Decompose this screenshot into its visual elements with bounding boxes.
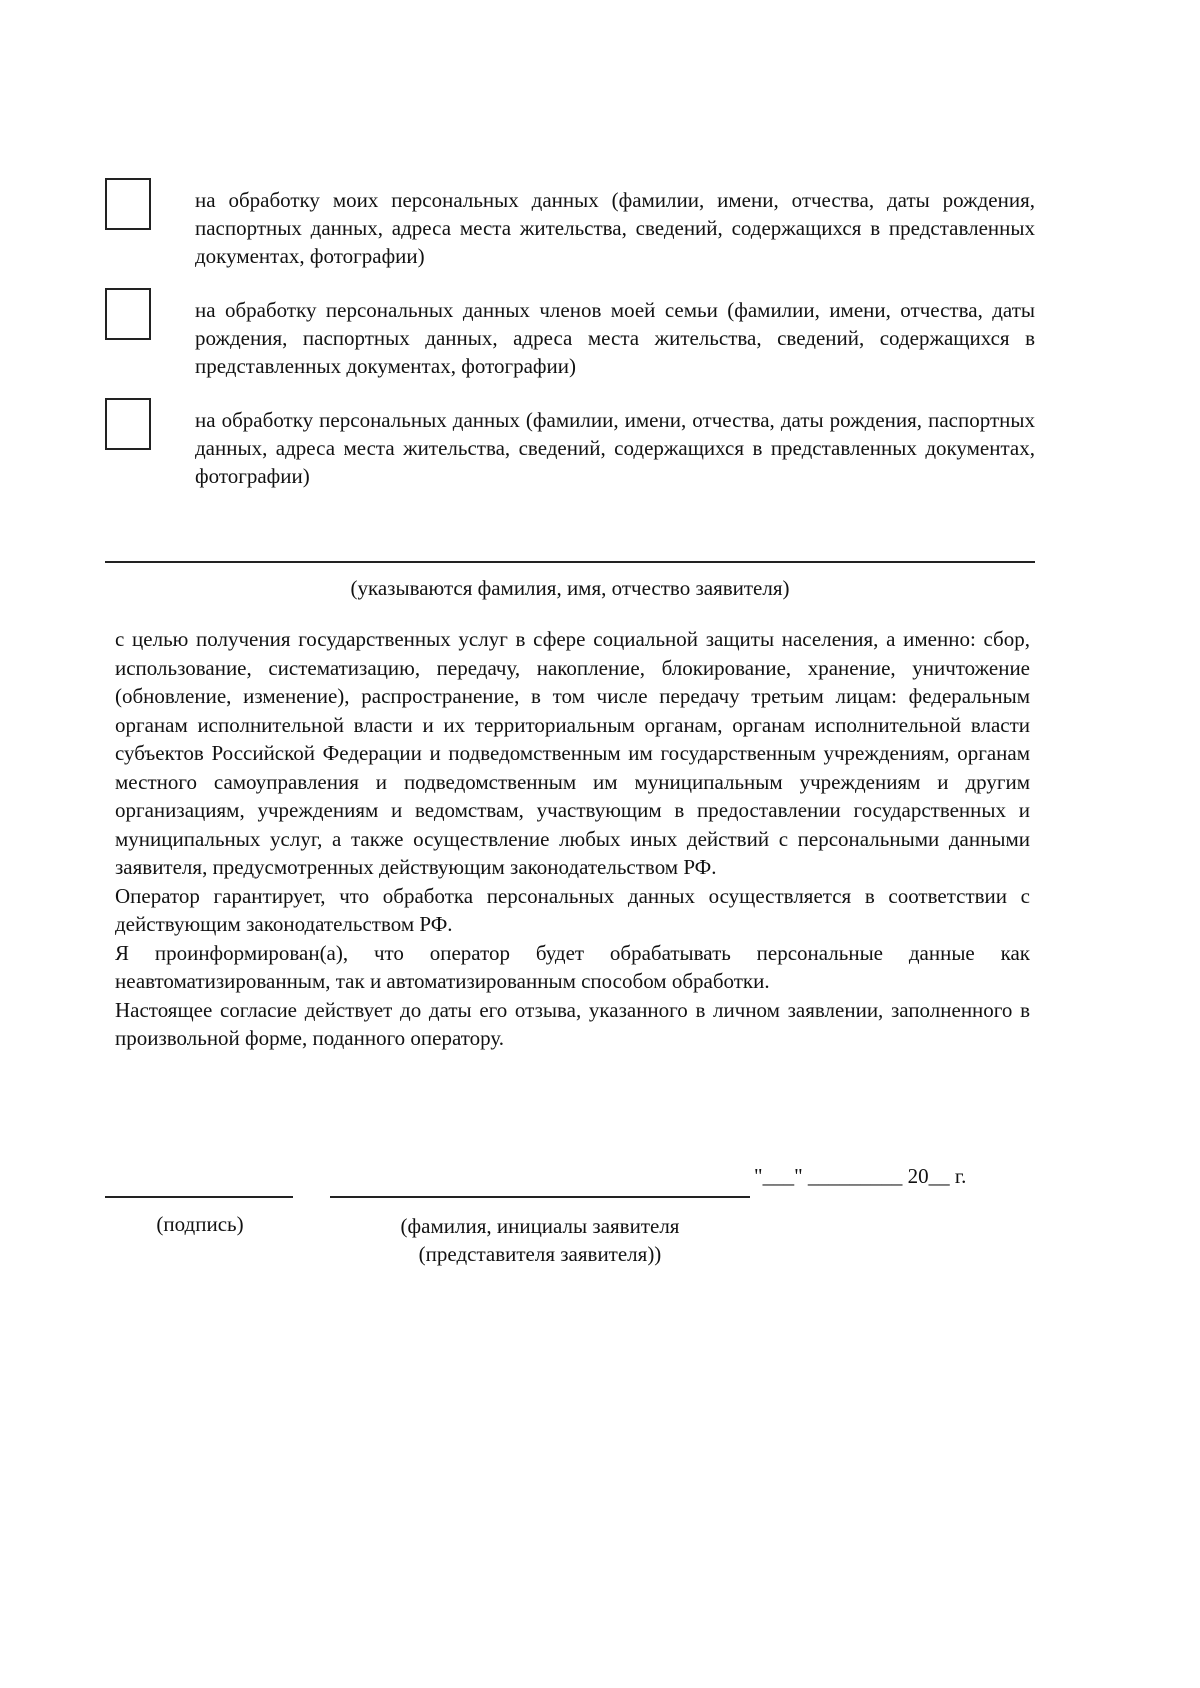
consent-text-general-data: на обработку персональных данных (фамилии, имени, отчества, даты рождения, паспортных данных, адреса места жительства, сведений, содержащихся в представленных документах, фотографии) [195, 408, 1035, 488]
consent-item-own-data [105, 178, 1035, 278]
date-field[interactable]: "___" _________ 20__ г. [754, 1164, 967, 1188]
applicant-initials-caption-line1: (фамилия, инициалы заявителя [400, 1214, 680, 1238]
body-paragraph-purpose: с целью получения государственных услуг в сфере социальной защиты населения, а именно: сбор, использование, систематизацию, передачу, накопление, блокирование, хранение, уничтожение (обновление, изменение), распространение, в том числе передачу третьим лицам: федеральным органам исполнительной власти и их территориальным органам, органам исполнительной власти субъектов Российской Федерации и подведомственным им государственным учреждениям, органам местного самоуправления и подведомственным им муниципальным учреждениям и другим организациям, учреждениям и ведомствам, участвующим в предоставлении государственных и муниципальных услуг, а также осуществление любых иных действий с персональными данными заявителя, предусмотренных действующим законодательством РФ. [115, 627, 1030, 879]
consent-checkbox-own-data[interactable] [105, 178, 151, 230]
signature-caption: (подпись) [156, 1212, 244, 1236]
body-paragraph-guarantee: Оператор гарантирует, что обработка персональных данных осуществляется в соответствии с действующим законодательством РФ. [115, 883, 1030, 936]
applicant-initials-caption [350, 1212, 730, 1268]
signature-line[interactable] [105, 1196, 293, 1198]
consent-checkbox-general-data[interactable] [105, 398, 151, 450]
consent-text-own-data: на обработку моих персональных данных (фамилии, имени, отчества, даты рождения, паспортных данных, адреса места жительства, сведений, содержащихся в представленных документах, фотографии) [195, 188, 1035, 268]
applicant-name-caption: (указываются фамилия, имя, отчество заявителя) [350, 576, 790, 600]
consent-item-general-data [105, 398, 1035, 498]
body-paragraph-validity: Настоящее согласие действует до даты его отзыва, указанного в личном заявлении, заполненного в произвольной форме, поданного оператору. [115, 997, 1030, 1050]
applicant-initials-caption-line2: (представителя заявителя)) [418, 1242, 662, 1266]
consent-body-text [115, 625, 1030, 1053]
consent-item-family-data [105, 288, 1035, 388]
applicant-initials-line[interactable] [330, 1196, 750, 1198]
consent-checkbox-family-data[interactable] [105, 288, 151, 340]
applicant-name-line[interactable] [105, 561, 1035, 563]
consent-text-family-data: на обработку персональных данных членов моей семьи (фамилии, имени, отчества, даты рождения, паспортных данных, адреса места жительства, сведений, содержащихся в представленных документах, фотографии) [195, 298, 1035, 378]
body-paragraph-informed: Я проинформирован(а), что оператор будет обрабатывать персональные данные как неавтоматизированным, так и автоматизированным способом обработки. [115, 940, 1030, 993]
